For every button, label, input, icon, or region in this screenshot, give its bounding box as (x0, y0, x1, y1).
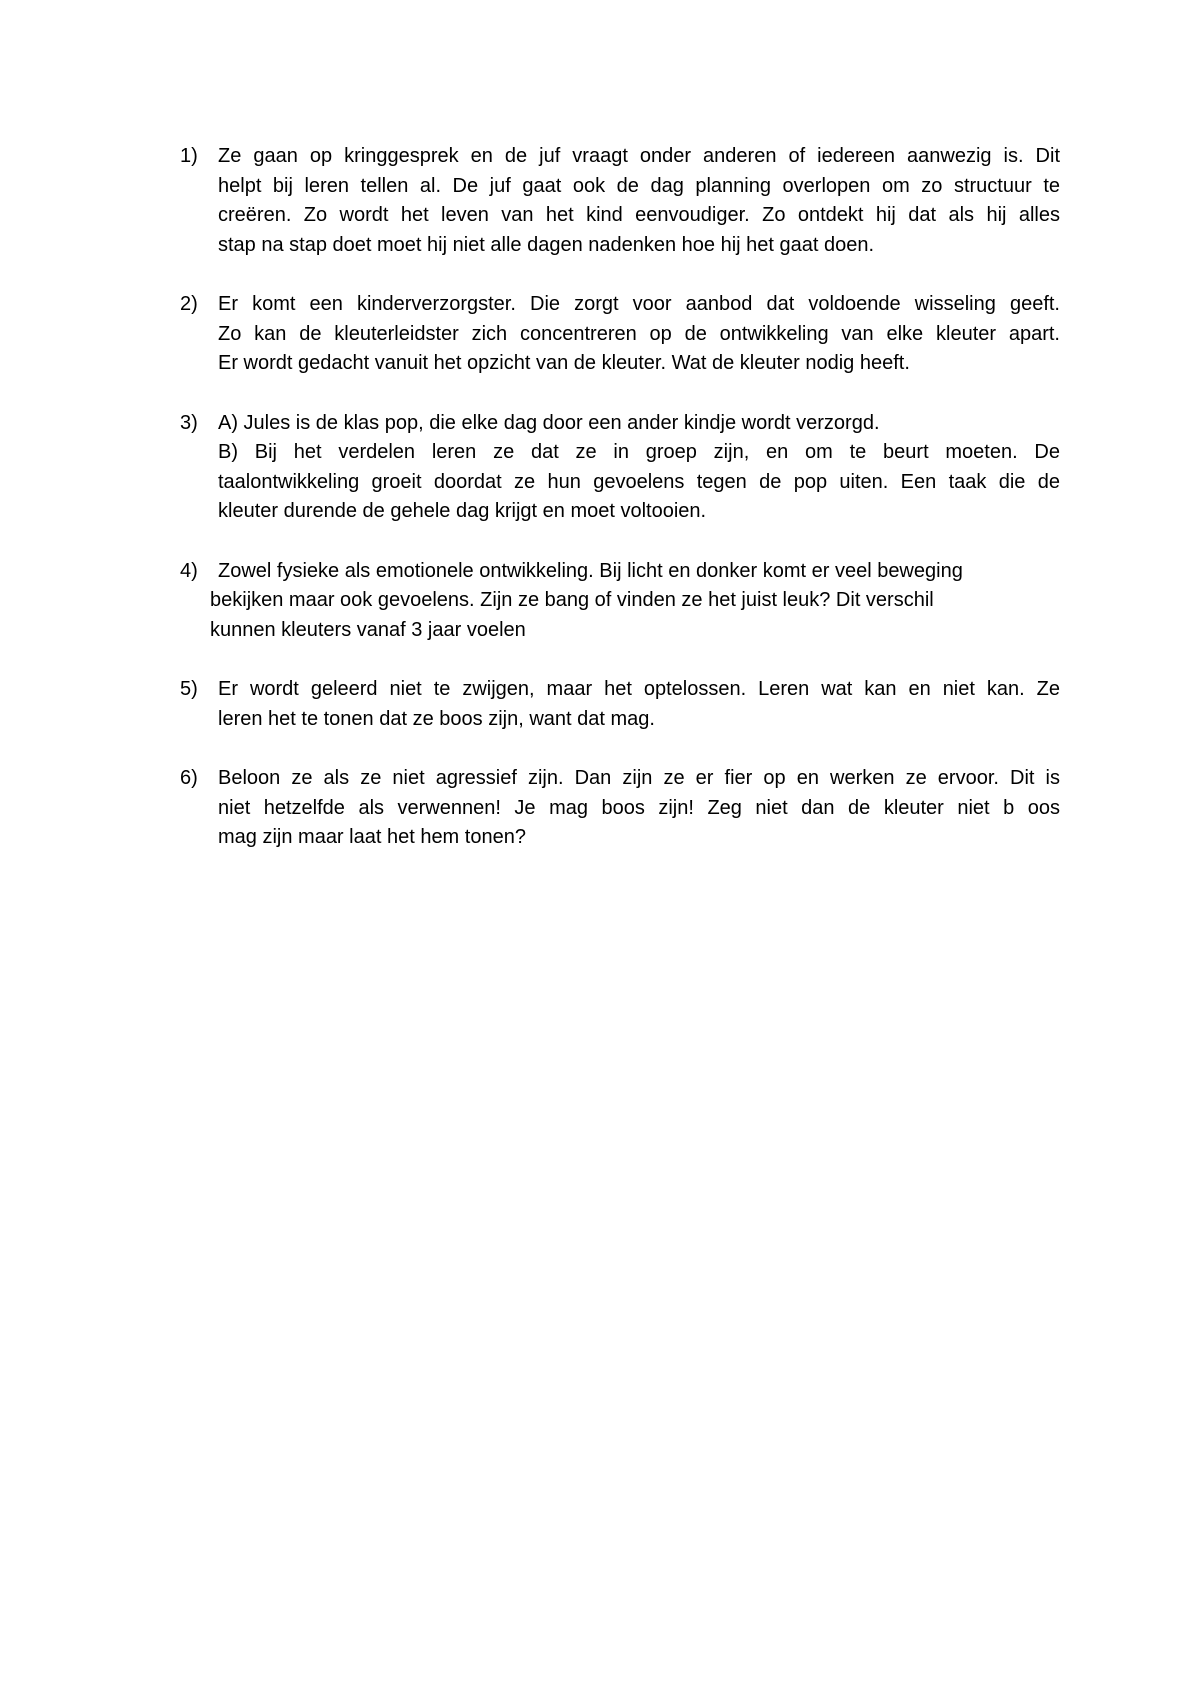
list-number: 1) (180, 145, 198, 167)
paragraph-line: stap na stap doet moet hij niet alle dagen nadenken hoe hij het gaat doen. (218, 233, 875, 256)
list-item-4 (180, 557, 1060, 646)
paragraph-line: niet hetzelfde als verwennen! Je mag boos zijn! Zeg niet dan de kleuter niet b oos (218, 796, 1060, 819)
paragraph-line: leren het te tonen dat ze boos zijn, want dat mag. (218, 707, 655, 730)
list-number: 2) (180, 293, 198, 315)
paragraph-line: B) Bij het verdelen leren ze dat ze in groep zijn, en om te beurt moeten. De (218, 441, 1060, 463)
list-item-5 (180, 675, 1060, 734)
paragraph-line: A) Jules is de klas pop, die elke dag door een ander kindje wordt verzorgd. (218, 411, 880, 434)
list-number: 3) (180, 411, 198, 434)
list-item-2 (180, 290, 1060, 379)
paragraph-line: Er komt een kinderverzorgster. Die zorgt voor aanbod dat voldoende wisseling geeft. (218, 293, 1060, 315)
list-item-3 (180, 409, 1060, 527)
paragraph-line: Er wordt gedacht vanuit het opzicht van de kleuter. Wat de kleuter nodig heeft. (218, 352, 910, 374)
paragraph-line: Beloon ze als ze niet agressief zijn. Dan zijn ze er fier op en werken ze ervoor. Dit is (218, 767, 1060, 789)
paragraph-line: kunnen kleuters vanaf 3 jaar voelen (210, 618, 526, 641)
paragraph-line: bekijken maar ook gevoelens. Zijn ze bang of vinden ze het juist leuk? Dit verschil (210, 589, 934, 611)
paragraph-line: taalontwikkeling groeit doordat ze hun gevoelens tegen de pop uiten. Een taak die de (218, 470, 1060, 493)
paragraph-line: Zowel fysieke als emotionele ontwikkeling. Bij licht en donker komt er veel beweging (218, 559, 963, 582)
paragraph-line: mag zijn maar laat het hem tonen? (218, 826, 526, 848)
list-number: 6) (180, 767, 198, 789)
list-item-6 (180, 764, 1060, 853)
list-item-1 (180, 142, 1060, 260)
paragraph-line: Er wordt geleerd niet te zwijgen, maar het optelossen. Leren wat kan en niet kan. Ze (218, 678, 1060, 700)
numbered-list (180, 142, 1060, 883)
list-number: 4) (180, 559, 198, 582)
paragraph-line: helpt bij leren tellen al. De juf gaat ook de dag planning overlopen om zo structuur te (218, 174, 1060, 197)
list-number: 5) (180, 678, 198, 700)
paragraph-line: kleuter durende de gehele dag krijgt en moet voltooien. (218, 500, 707, 522)
paragraph-line: Zo kan de kleuterleidster zich concentreren op de ontwikkeling van elke kleuter apart. (218, 322, 1060, 345)
paragraph-line: creëren. Zo wordt het leven van het kind eenvoudiger. Zo ontdekt hij dat als hij alles (218, 204, 1060, 226)
paragraph-line: Ze gaan op kringgesprek en de juf vraagt onder anderen of iedereen aanwezig is. Dit (218, 145, 1060, 167)
